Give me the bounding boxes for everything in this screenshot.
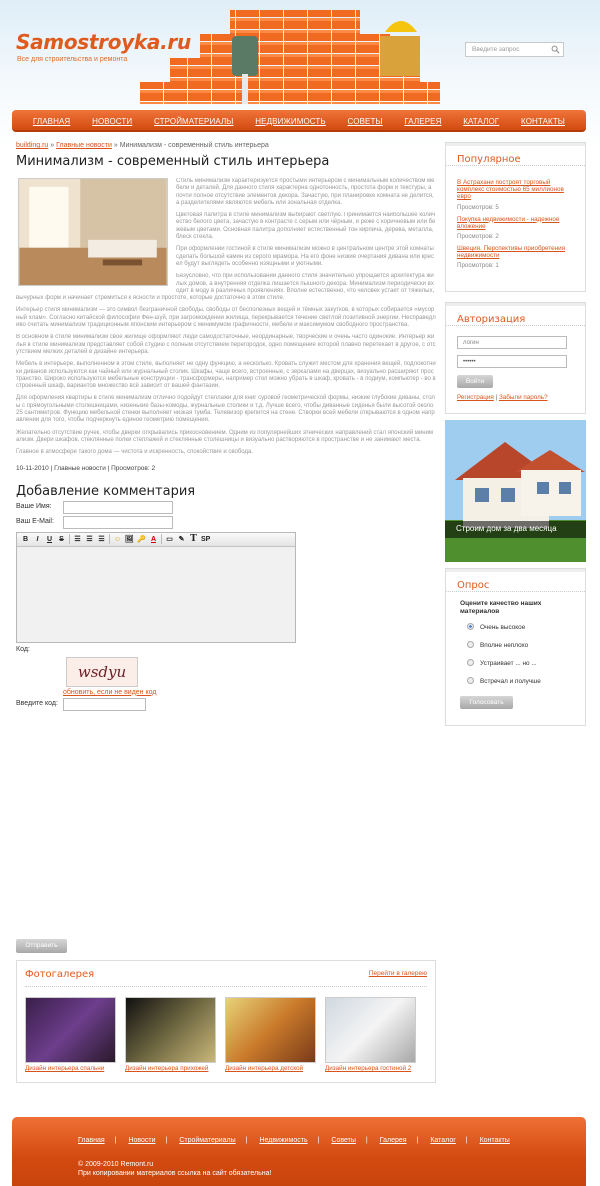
breadcrumb-current: Минимализм - современный стиль интерьера [119,142,269,149]
gallery-thumb[interactable] [25,997,116,1063]
footer-link[interactable]: Главная [78,1137,105,1144]
hide-button[interactable]: ▭ [166,536,173,543]
photo-gallery [16,960,436,1083]
login-button[interactable]: Войти [457,375,493,388]
auth-links [446,388,585,401]
footer-copyright [78,1160,272,1178]
popular-link[interactable]: Швеция. Перспективы приобретения недвижимости [457,245,566,260]
popular-views: Просмотров: 1 [457,262,499,270]
code-label: Код: [16,645,30,653]
name-row [16,499,436,514]
footer-sep: | [416,1137,419,1144]
search-icon[interactable] [551,45,560,54]
nav-materials[interactable]: СТРОЙМАТЕРИАЛЫ [154,117,234,126]
radio-icon[interactable] [467,623,474,630]
popular-title: Популярное [446,143,585,166]
name-label: Ваше Имя: [16,502,52,510]
auth-box [445,302,586,414]
nav-tips[interactable]: СОВЕТЫ [347,117,383,126]
nav-home[interactable]: ГЛАВНАЯ [32,117,71,126]
underline-button[interactable]: U [46,535,53,543]
editor-toolbar [17,533,295,547]
poll-option[interactable]: Очень высокое [446,622,585,640]
popular-views: Просмотров: 2 [457,233,499,241]
footer-sep: | [114,1137,117,1144]
toolbar-divider [161,534,162,544]
article-paragraph: Главное в атмосфере такого дома — чистота и искренность, спокойствие и свобода. [16,449,253,456]
footer-sep: | [317,1137,320,1144]
footer-link[interactable]: Новости [128,1137,156,1144]
popular-list [446,179,585,269]
font-color-button[interactable]: A [150,535,157,543]
gallery-title: Фотогалерея [25,969,95,980]
site-logo[interactable]: Samostroyka.ru [16,30,191,54]
align-left-button[interactable]: ☰ [74,536,81,543]
spoiler-button[interactable]: SP [201,535,211,543]
login-field[interactable]: логин [457,336,567,349]
copy-notice: При копировании материалов ссылка на сайт обязательна! [78,1170,272,1177]
gallery-link[interactable]: Перейти в галерею [368,970,427,977]
breadcrumb-sep: » [50,142,55,149]
radio-icon[interactable] [467,641,474,648]
banner-caption: Строим дом за два месяца [445,521,586,538]
article-paragraph: Желательно отсутствие ручек, чтобы дверки открывались прикосновением. Одним из популярнейших этнических направлений стал японский минимализм. Двери шкафов, стеклянные полки стеллажей и стеклянные столешницы и визуально растворяются в пространстве и не занимают места. [16,429,434,443]
article-meta: 10-11-2010 | Главные новости | Просмотров: 2 [16,464,156,472]
main-nav [12,110,586,132]
footer-link[interactable]: Галерея [379,1137,407,1144]
gallery-divider [25,986,427,987]
nav-gallery[interactable]: ГАЛЕРЕЯ [404,117,442,126]
poll-option[interactable]: Устраивает ... но ... [446,658,585,676]
footer-link[interactable]: Стройматериалы [179,1137,236,1144]
captcha-reload-link[interactable]: обновить, если не виден код [63,688,157,696]
popular-link[interactable]: Покупка недвижимости - надежное вложение [457,215,560,230]
toolbar-divider [69,534,70,544]
article-paragraph: Мебель в интерьере, выполненном в этом стиле, выполняет не одну функцию, а несколько. Кровать служит местом для хранения вещей, подлокотники диванов используются как чайный или журнальный столик. Шкафы, чаще всего, встроенные, с зеркалами на дверцах, визуально расширяют пространство. Широко используются мебельные конструкции - трансформеры, например стол можно убрать в шкаф, кровать - в подиум, компьютер - во встроенный шкаф, вариантов множество всё зависит от вашей фантазии. [16,361,436,390]
site-slogan: Все для строительства и ремонта [17,56,128,63]
enter-code-label: Введите код: [16,699,58,707]
gallery-thumb[interactable] [125,997,216,1063]
nav-news[interactable]: НОВОСТИ [92,117,133,126]
key-icon[interactable]: 🔑 [137,536,146,543]
vote-button[interactable]: Голосовать [460,696,513,709]
page-title: Минимализм - современный стиль интерьера [16,154,330,169]
radio-icon[interactable] [467,659,474,666]
poll-question: Оцените качество наших материалов [460,600,542,615]
auth-title: Авторизация [446,303,585,326]
gallery-item[interactable] [125,997,216,1072]
article-paragraph: Интерьер стиля минимализм — это символ безграничной свободы, свободы от бесполезных вещей и тёмных закутков, в которых собирается «мусорный хлам». Согласно китайской философии Фен-шуй, при загромождении жилища, перекрывается течение светлой позитивной энергии. Несправедливо считать минимализм традиционным японским интерьером с минимумом графичности, мебели и максимумом свободного пространства. [16,307,436,329]
brick-wall-illustration [140,6,440,106]
gallery-caption[interactable]: Дизайн интерьера спальни [25,1065,105,1072]
gallery-caption[interactable]: Дизайн интерьера прихожей [125,1065,209,1072]
footer-sep: | [465,1137,468,1144]
house-banner[interactable] [445,420,586,562]
poll-title: Опрос [446,569,585,592]
code-field[interactable] [63,698,146,711]
breadcrumb-sep: » [113,142,118,149]
align-center-button[interactable]: ☰ [86,536,93,543]
poll-box [445,568,586,726]
breadcrumb [16,142,436,149]
popular-link[interactable]: В Астрахани построят торговый комплекс стоимостью 65 миллионов евро [457,179,564,201]
captcha-image: wsdyu [66,657,138,687]
article-paragraph: Безусловно, что при использовании данного стиля значительно упрощается архитектура жилых домов, а внутренняя отделка лишается пышного декора. Минимализм периодически входит в моду в различных проявлениях. Вполне естественно, что человек устает от тяжелых, вычурных форм и начинает стремиться к ясности и простоте, которые достаточно в этом стиле. [16,273,435,302]
smiley-icon[interactable]: ☺ [113,535,122,543]
article-paragraph: Стиль минимализм характеризуется простыми интерьером с минимальным количеством мебели и деталей. Для данного стиля характерна однотонность, простота форм и текстуры, а почти полное отсутствие элементов декора. Зачастую, при планировке комната не делится, а разделителями являются мебель или зональная отделка. [176,178,435,206]
footer-nav [78,1137,510,1144]
gallery-thumb[interactable] [225,997,316,1063]
article-paragraph: Цветовая палитра в стиле минимализм выбирают светлую. Принимается наибольшее количество белого цвета, зачастую в контрасте с серым или чёрным, и реже с коричневым или бежевым цветами. Основная палитра дополняет естественный тон кирпича, дерева, металла, блеск стекла. [176,212,436,241]
gallery-item[interactable] [225,997,316,1072]
toolbar-divider [109,534,110,544]
poll-option[interactable]: Вполне неплохо [446,640,585,658]
footer-link[interactable]: Контакты [479,1137,510,1144]
gallery-caption[interactable]: Дизайн интерьера детской [225,1065,304,1072]
nav-contacts[interactable]: КОНТАКТЫ [521,117,565,126]
article-body [16,178,436,457]
gallery-item[interactable] [25,997,116,1072]
article-paragraph: При оформлении гостиной в стиле минимализм можно в центральном центре этой комнаты сделать большой камин из серого мрамора. На его фоне низкие очертания дивана или кресел будут выглядеть особенно изящными и уютными. [176,246,434,267]
poll-option[interactable]: Встречал и получше [446,676,585,694]
strike-button[interactable]: S [59,535,64,543]
password-field[interactable]: •••••• [457,355,567,368]
article-paragraph: В основном в стиле минимализм свое жилище оформляют люди самодостаточные, неординарные, творческие и очень часто одинокие. Интерьер жилья в стиле минимализм представляет собой студию с полным отсутствием перегородок, одно помещение которой плавно перетекает в другое, с отсутствием мелких деталей в дизайне интерьера. [16,334,436,355]
gallery-item[interactable] [325,997,416,1072]
house-illustration [445,420,586,562]
email-row [16,514,436,529]
comment-heading: Добавление комментария [16,483,196,499]
align-right-button[interactable]: ☰ [98,536,105,543]
auth-link-sep: | [495,394,498,401]
main-content [16,142,436,711]
copyright-text: © 2009-2010 Remont.ru [78,1161,154,1168]
site-footer [12,1117,586,1186]
email-label: Ваш E-Mail: [16,517,54,525]
bold-button[interactable]: B [22,535,29,543]
submit-button[interactable]: Отправить [16,939,67,953]
footer-link[interactable]: Недвижимость [259,1137,308,1144]
gallery-caption[interactable]: Дизайн интерьера гостиной 2 [325,1065,412,1072]
footer-link[interactable]: Советы [331,1137,356,1144]
footer-sep: | [245,1137,248,1144]
radio-icon[interactable] [467,677,474,684]
name-field[interactable] [63,501,173,514]
image-icon[interactable]: 🖼 [125,536,134,543]
search-input[interactable]: Введите запрос [465,42,564,57]
popular-views: Просмотров: 5 [457,203,499,211]
nav-catalog[interactable]: КАТАЛОГ [463,117,500,126]
italic-button[interactable]: I [36,535,39,543]
email-field[interactable] [63,516,173,529]
popular-box [445,142,586,292]
footer-link[interactable]: Каталог [430,1137,456,1144]
register-link[interactable]: Регистрация [457,394,494,401]
breadcrumb-home[interactable]: building.ru [16,142,49,149]
gallery-thumb[interactable] [325,997,416,1063]
footer-sep: | [365,1137,368,1144]
forgot-password-link[interactable]: Забыли пароль? [498,394,548,401]
font-button[interactable]: T [190,534,197,544]
pen-icon[interactable]: ✎ [178,536,185,543]
footer-sep: | [165,1137,168,1144]
nav-realty[interactable]: НЕДВИЖИМОСТЬ [255,117,326,126]
enter-code-row [16,696,436,711]
article-paragraph: Для оформления квартиры в стиле минимализм отлично подойдут стеллажи для книг суровой геометрической формы, низкие глубокие диваны, столы с прямоугольными столешницами, низенькие базы-комоды, журнальные столики и т.д. Лучше всего, чтобы диванные сиденья были высотой около 25 сантиметров. Функцию мебельной стенки выполняет низкая тумба. Телевизор крепится на стене. Створки всей мебели открываются в одном направлении для того, чтобы подчеркнуть единое геометрию помещения. [16,395,435,424]
comment-editor[interactable] [16,532,296,643]
breadcrumb-section[interactable]: Главные новости [56,142,112,149]
